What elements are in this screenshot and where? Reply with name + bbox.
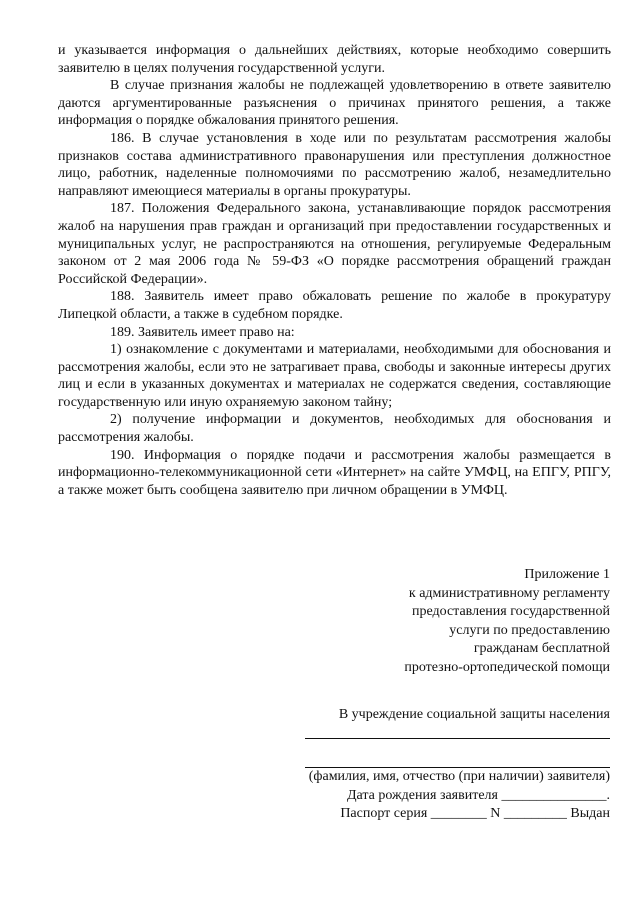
- appendix-line: к административному регламенту: [408, 585, 610, 601]
- appendix-line: гражданам бесплатной: [473, 641, 610, 657]
- paragraph-189-item-1: 1) ознакомление с документами и материалами, необходимыми для обоснования и рассмотрения жалобы, если это не затрагивает права, свободы и законные интересы других лиц и если в указанных документах и материалах не содержатся сведения, составляющие государственную или иную охраняемую законом тайну;: [58, 342, 611, 410]
- addressee-blank-line: [305, 724, 610, 739]
- paragraph-refusal: В случае признания жалобы не подлежащей удовлетворению в ответе заявителю даются аргументированные разъяснения о причинах принятого решения, а также информация о порядке обжалования принятого решения.: [58, 78, 611, 129]
- appendix-header: [404, 566, 610, 678]
- paragraph-186: 186. В случае установления в ходе или по результатам рассмотрения жалобы признаков состава административного правонарушения или преступления должностное лицо, работник, наделенные полномочиями по рассмотрению жалоб, незамедлительно направляют имеющиеся материалы в органы прокуратуры.: [58, 130, 611, 199]
- paragraph-189: 189. Заявитель имеет право на:: [110, 324, 295, 340]
- birth-date-field: Дата рождения заявителя _______________.: [346, 787, 610, 803]
- paragraph-continuation: и указывается информация о дальнейших действиях, которые необходимо совершить заявителю в целях получения государственной услуги.: [58, 43, 611, 76]
- paragraph-189-item-2: 2) получение информации и документов, необходимых для обоснования и рассмотрения жалобы.: [58, 412, 611, 446]
- appendix-line: протезно-ортопедической помощи: [404, 659, 610, 675]
- document-body: [58, 42, 611, 499]
- applicant-name-caption: (фамилия, имя, отчество (при наличии) заявителя): [308, 769, 610, 785]
- passport-field: Паспорт серия ________ N _________ Выдан: [340, 806, 610, 822]
- appendix-line: предоставления государственной: [411, 604, 610, 620]
- paragraph-187: 187. Положения Федерального закона, устанавливающие порядок рассмотрения жалоб на нарушения прав граждан и организаций при предоставлении государственных и муниципальных услуг, не распространяются на отношения, регулируемые Федеральным законом от 2 мая 2006 года № 59-ФЗ «О порядке рассмотрения обращений граждан Российской Федерации».: [58, 201, 611, 287]
- appendix-line: услуги по предоставлению: [449, 622, 610, 638]
- application-form-header: [280, 706, 610, 824]
- paragraph-188: 188. Заявитель имеет право обжаловать решение по жалобе в прокуратуру Липецкой области, а также в судебном порядке.: [58, 289, 611, 322]
- appendix-title: Приложение 1: [524, 567, 610, 582]
- applicant-name-blank-line: [305, 753, 610, 768]
- paragraph-190: 190. Информация о порядке подачи и рассмотрения жалобы размещается в информационно-телекоммуникационной сети «Интернет» на сайте УМФЦ, на ЕПГУ, РПГУ, а также может быть сообщена заявителю при личном обращении в УМФЦ.: [58, 447, 611, 498]
- addressee: В учреждение социальной защиты населения: [338, 707, 610, 722]
